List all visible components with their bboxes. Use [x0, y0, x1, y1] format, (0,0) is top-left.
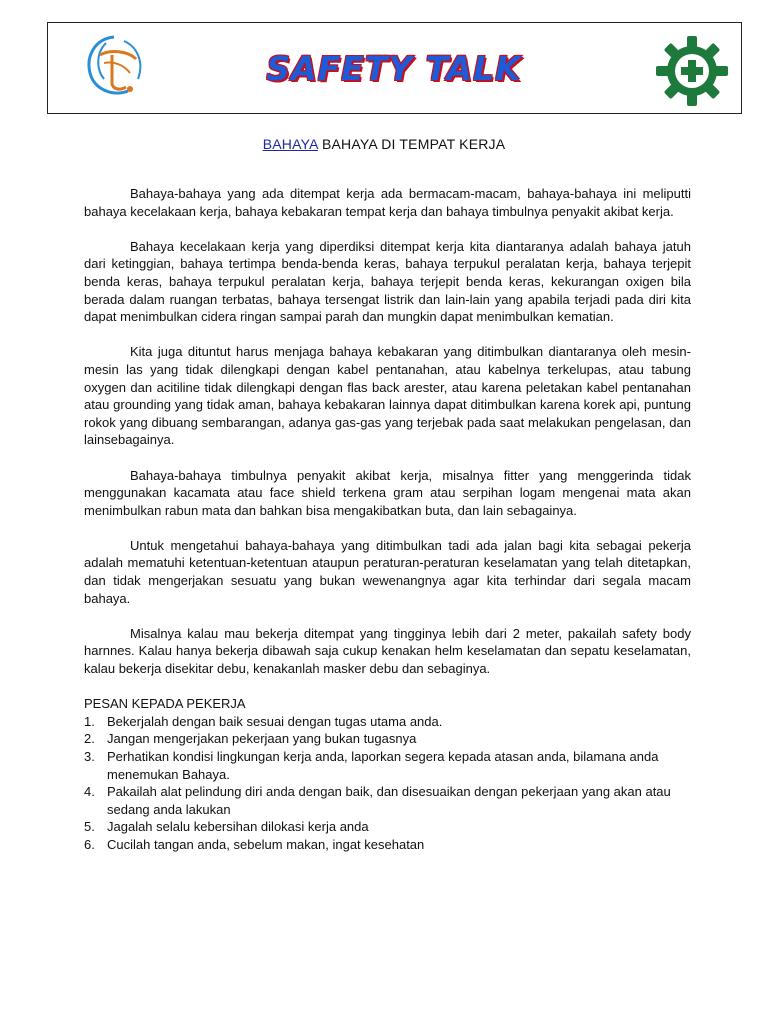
- document-body: [84, 185, 691, 854]
- list-item: [84, 713, 691, 731]
- messages-heading: PESAN KEPADA PEKERJA: [84, 696, 246, 712]
- list-item-text: Cucilah tangan anda, sebelum makan, ingat kesehatan: [107, 836, 425, 852]
- header-box: [47, 22, 742, 114]
- paragraph-5: Untuk mengetahui bahaya-bahaya yang ditimbulkan tadi ada jalan bagi kita sebagai pekerja adalah mematuhi ketentuan-ketentuan ataupun peraturan-peraturan keselamatan yang telah ditetapkan, dan tidak mengerjakan sesuatu yang bukan wewenangnya agar kita terhindar dari segala macam bahaya.: [84, 537, 691, 606]
- k3-green-gear-cross-icon: [656, 36, 728, 106]
- banner-title: SAFETY TALK: [266, 49, 522, 88]
- list-item-number: 4.: [84, 784, 95, 800]
- title-link-bahaya[interactable]: BAHAYA: [262, 136, 318, 152]
- list-item-text: Bekerjalah dengan baik sesuai dengan tugas utama anda.: [107, 713, 443, 729]
- page-title: [0, 136, 768, 152]
- paragraph-1: Bahaya-bahaya yang ada ditempat kerja ada bermacam-macam, bahaya-bahaya ini meliputti bahaya kecelakaan kerja, bahaya kebakaran tempat kerja dan bahaya timbulnya penyakit akibat kerja.: [84, 186, 691, 219]
- list-item-text: Pakailah alat pelindung diri anda dengan baik, dan disesuaikan dengan pekerjaan yang akan atau sedang anda lakukan: [107, 784, 671, 817]
- list-item: [84, 748, 691, 783]
- paragraph-4: Bahaya-bahaya timbulnya penyakit akibat kerja, misalnya fitter yang menggerinda tidak menggunakan kacamata atau face shield terkena gram atau serpihan logam mengenai mata akan menimbulkan rabun mata dan bahkan bisa mengakibatkan buta, dan lain sebagainya.: [84, 467, 691, 518]
- paragraph-3: Kita juga dituntut harus menjaga bahaya kebakaran yang ditimbulkan diantaranya oleh mesin-mesin las yang tidak dilengkapi dengan kabel pentanahan, atau kabelnya terkelupas, atau tabung oxygen dan acitiline tidak dilengkapi dengan flas back arester, atau karena peletakan kabel pentanahan atau grounding yang tidak aman, bahaya kebakaran lainnya dapat ditimbulkan karena korek api, puntung rokok yang dibuang sembarangan, adanya gas-gas yang terjebak pada saat melakukan pengelasan, dan lainsebagainya.: [84, 344, 691, 448]
- list-item-number: 3.: [84, 749, 95, 764]
- list-item: [84, 730, 691, 748]
- list-item-number: 5.: [84, 819, 95, 835]
- company-swirl-logo-icon: [84, 33, 146, 99]
- messages-list: [84, 713, 691, 854]
- title-rest: BAHAYA DI TEMPAT KERJA: [317, 136, 506, 152]
- list-item-number: 6.: [84, 836, 95, 852]
- paragraph-2: Bahaya kecelakaan kerja yang diperdiksi ditempat kerja kita diantaranya adalah bahaya jatuh dari ketinggian, bahaya tertimpa benda-benda keras, bahaya terpukul peralatan kerja, bahaya terjepit benda keras, bahaya terpukul peralatan kerja, bahaya terjepit benda keras, kekurangan oxigen bila berada dalam ruangan terbatas, bahaya tersengat listrik dan lain-lain yang apabila terjadi pada diri kita dapat menimbulkan cidera ringan sampai parah dan mungkin dapat menimbulkan kematian.: [84, 238, 691, 325]
- list-item-number: 1.: [84, 713, 95, 729]
- list-item-text: Perhatikan kondisi lingkungan kerja anda, laporkan segera kepada atasan anda, bilamana anda menemukan Bahaya.: [107, 749, 659, 782]
- paragraph-6: Misalnya kalau mau bekerja ditempat yang tingginya lebih dari 2 meter, pakailah safety body harnnes. Kalau hanya bekerja dibawah saja cukup kenakan helm keselamatan dan sepatu keselamatan, kalau bekerja disekitar debu, kenakanlah masker debu dan sebaginya.: [84, 625, 691, 677]
- list-item: [84, 836, 691, 854]
- list-item-text: Jagalah selalu kebersihan dilokasi kerja anda: [107, 819, 369, 835]
- list-item: [84, 783, 691, 818]
- list-item-number: 2.: [84, 731, 95, 747]
- list-item-text: Jangan mengerjakan pekerjaan yang bukan tugasnya: [107, 731, 417, 747]
- list-item: [84, 818, 691, 836]
